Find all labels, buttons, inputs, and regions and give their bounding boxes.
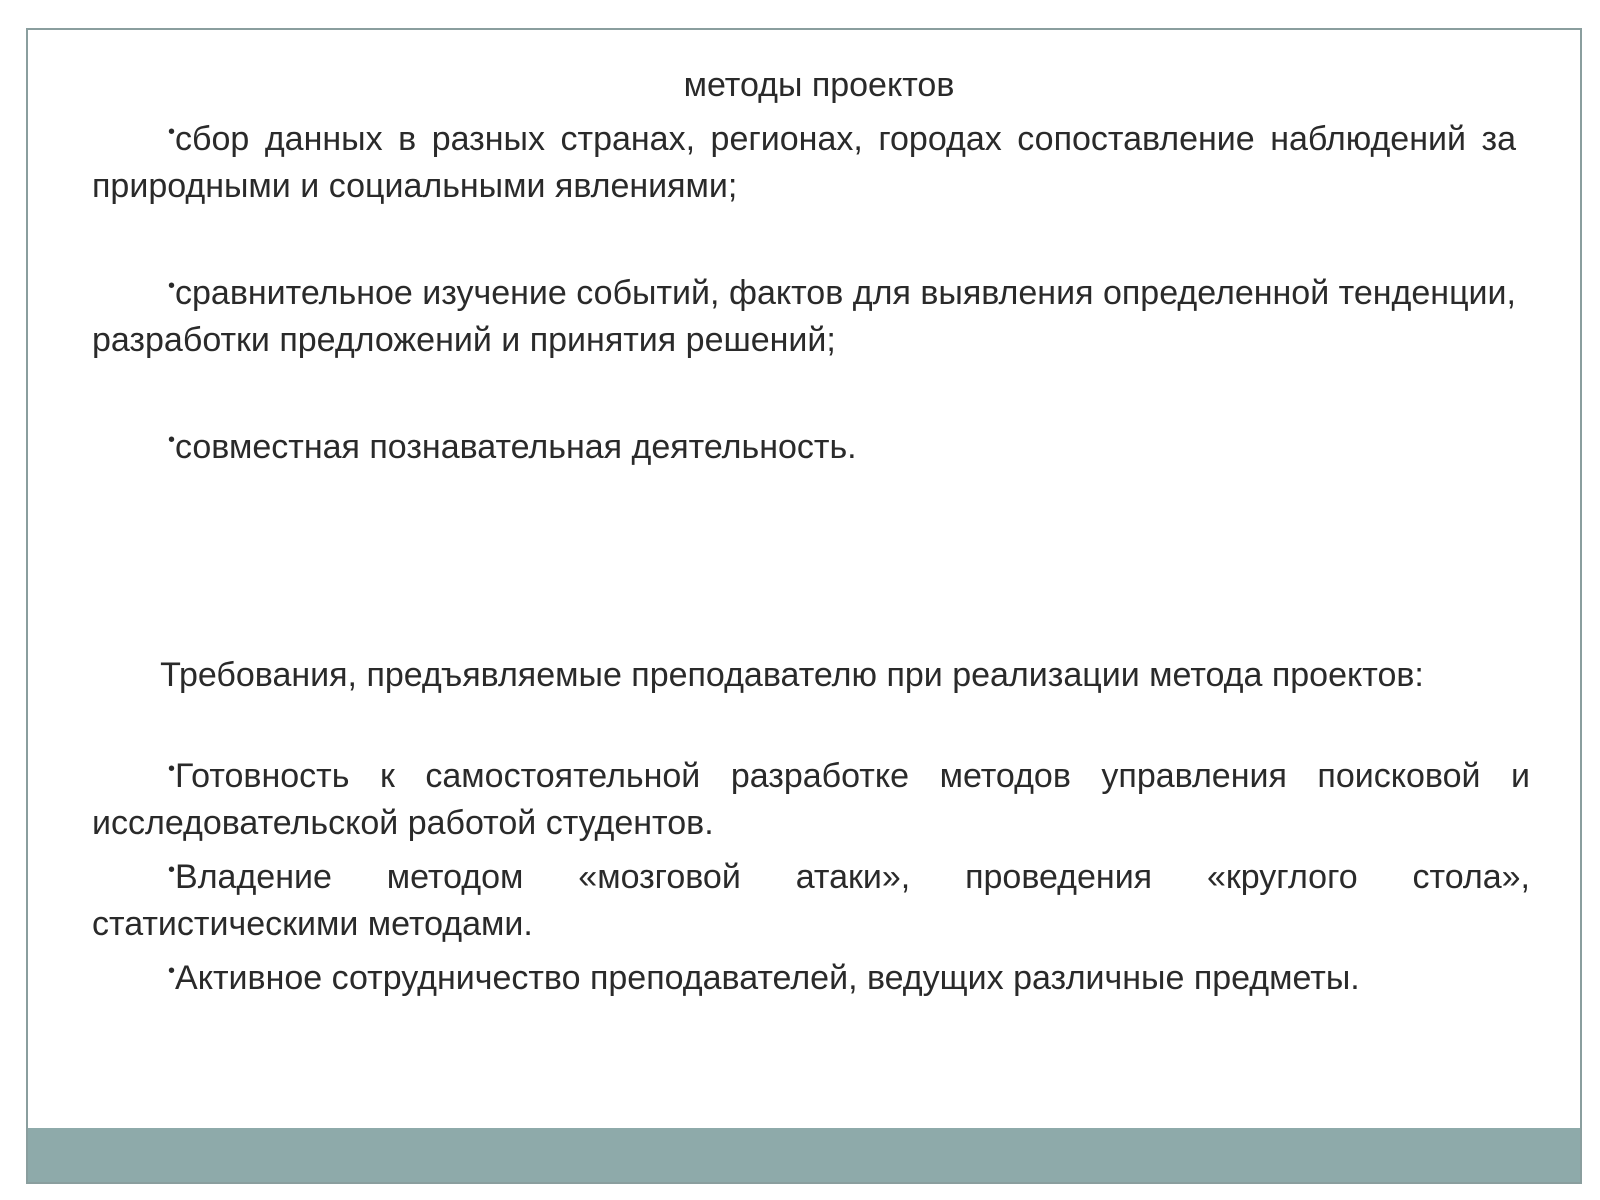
bullet-icon: • bbox=[168, 758, 176, 780]
section-1-item bbox=[92, 417, 1516, 471]
section-1-item bbox=[92, 109, 1516, 210]
bullet-icon: • bbox=[168, 275, 176, 297]
spacer bbox=[92, 364, 1516, 417]
section-2-item-text: Активное сотрудничество преподавателей, ведущих различные предметы. bbox=[175, 959, 1360, 997]
section-1-item-text: сбор данных в разных странах, регионах, городах сопоставление наблюдений за природными и социальными явлениями; bbox=[92, 120, 1516, 205]
section-1-item bbox=[92, 263, 1516, 364]
bullet-icon: • bbox=[168, 960, 176, 982]
section-1-item-text: совместная познавательная деятельность. bbox=[175, 428, 857, 466]
bullet-icon: • bbox=[168, 121, 176, 143]
footer-band bbox=[28, 1128, 1580, 1182]
section-1-item-text: сравнительное изучение событий, фактов для выявления определенной тенденции, разработки предложений и принятия решений; bbox=[92, 274, 1516, 359]
spacer bbox=[92, 699, 1516, 746]
slide-frame bbox=[26, 28, 1582, 1184]
bullet-icon: • bbox=[168, 859, 176, 881]
section-1-heading: методы проектов bbox=[683, 66, 955, 104]
section-2-item bbox=[92, 948, 1530, 1002]
section-2-heading: Требования, предъявляемые преподавателю при реализации метода проектов: bbox=[160, 656, 1424, 694]
spacer bbox=[92, 471, 1516, 652]
spacer bbox=[92, 210, 1516, 263]
section-2-item bbox=[92, 746, 1530, 847]
bullet-icon: • bbox=[168, 429, 176, 451]
slide-content bbox=[92, 62, 1530, 1002]
section-2-item-text: Владение методом «мозговой атаки», проведения «круглого стола», статистическими методами. bbox=[92, 858, 1530, 943]
section-2-list bbox=[92, 746, 1530, 1002]
section-2-item bbox=[92, 847, 1530, 948]
section-2-item-text: Готовность к самостоятельной разработке методов управления поисковой и исследовательской работой студентов. bbox=[92, 757, 1530, 842]
